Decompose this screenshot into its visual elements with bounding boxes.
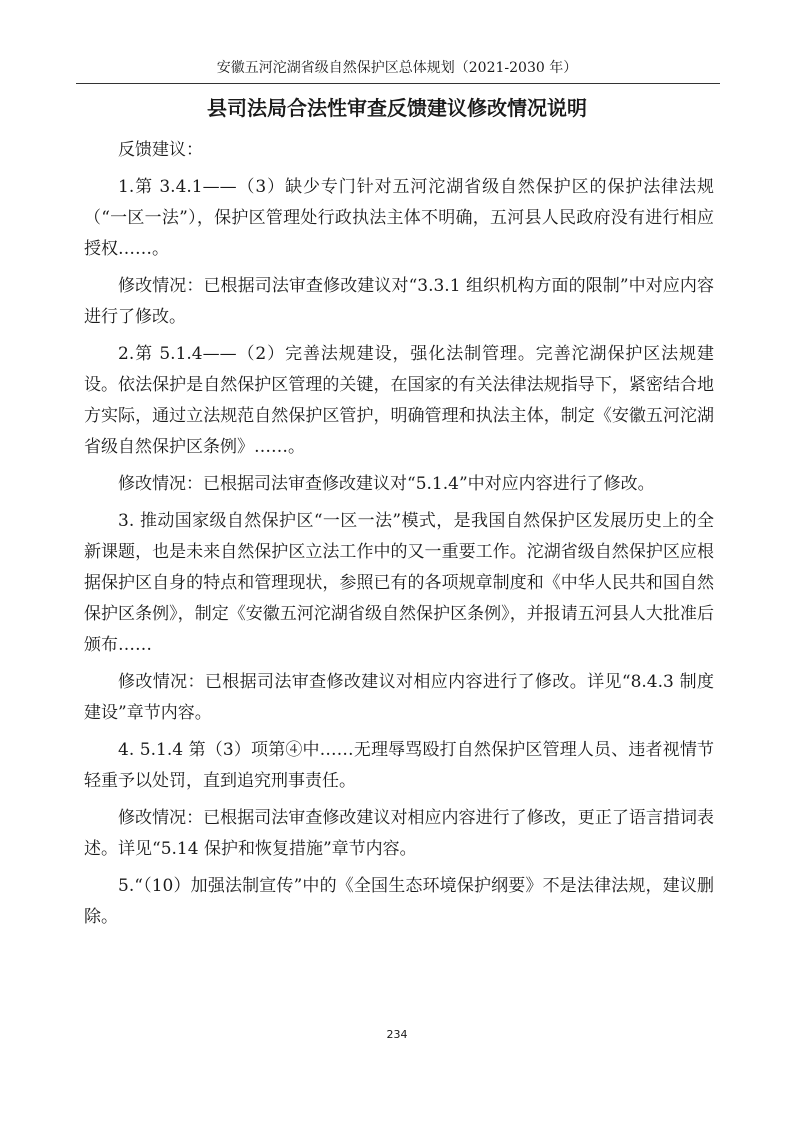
page-title: 县司法局合法性审查反馈建议修改情况说明: [207, 96, 587, 120]
page-number: 234: [386, 1028, 408, 1041]
feedback-item-4: 4. 5.1.4 第（3）项第④中……无理辱骂殴打自然保护区管理人员、违者视情节轻重予以处罚，直到追究刑事责任。: [84, 740, 714, 791]
revision-note-4: 修改情况：已根据司法审查修改建议对相应内容进行了修改，更正了语言措词表述。详见“5.14 保护和恢复措施”章节内容。: [84, 808, 714, 859]
feedback-item-5: 5.“（10）加强法制宣传”中的《全国生态环境保护纲要》不是法律法规，建议删除。: [84, 876, 714, 927]
feedback-item-3: 3. 推动国家级自然保护区“一区一法”模式，是我国自然保护区发展历史上的全新课题，也是未来自然保护区立法工作中的又一重要工作。沱湖省级自然保护区应根据保护区自身的特点和管理现状，参照已有的各项规章制度和《中华人民共和国自然保护区条例》，制定《安徽五河沱湖省级自然保护区条例》，并报请五河县人大批准后颁布……: [84, 511, 714, 655]
feedback-label: 反馈建议：: [118, 140, 203, 160]
header-divider: [76, 83, 720, 84]
revision-note-2: 修改情况：已根据司法审查修改建议对“5.1.4”中对应内容进行了修改。: [118, 474, 655, 494]
feedback-item-1: 1.第 3.4.1——（3）缺少专门针对五河沱湖省级自然保护区的保护法律法规（“一区一法”），保护区管理处行政执法主体不明确，五河县人民政府没有进行相应授权……。: [84, 177, 714, 259]
revision-note-3: 修改情况：已根据司法审查修改建议对相应内容进行了修改。详见“8.4.3 制度建设”章节内容。: [84, 672, 714, 723]
document-body: [84, 135, 714, 939]
revision-note-1: 修改情况：已根据司法审查修改建议对“3.3.1 组织机构方面的限制”中对应内容进行了修改。: [84, 276, 714, 327]
running-header: 安徽五河沱湖省级自然保护区总体规划（2021-2030 年）: [216, 60, 578, 76]
feedback-item-2: 2.第 5.1.4——（2）完善法规建设，强化法制管理。完善沱湖保护区法规建设。依法保护是自然保护区管理的关键，在国家的有关法律法规指导下，紧密结合地方实际，通过立法规范自然保护区管护，明确管理和执法主体，制定《安徽五河沱湖省级自然保护区条例》……。: [84, 344, 714, 457]
